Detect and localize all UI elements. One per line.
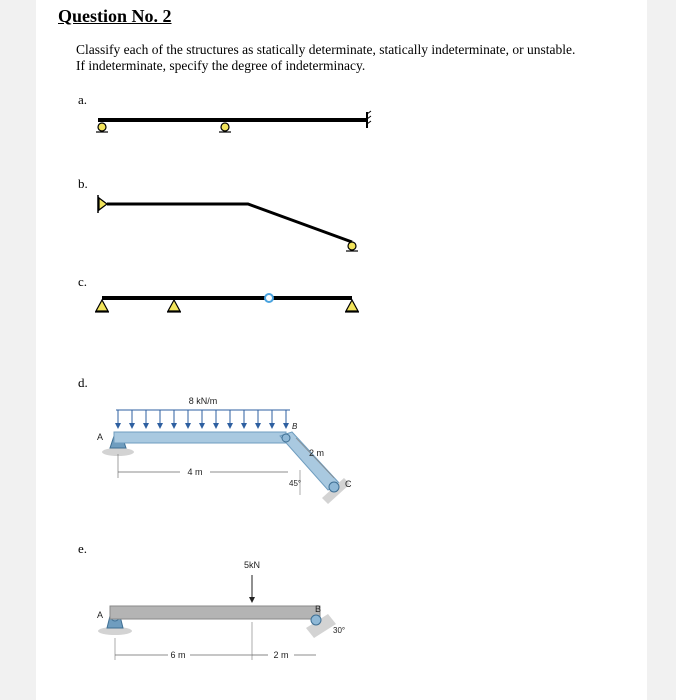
point-a-label-d: A bbox=[97, 432, 104, 442]
structure-d bbox=[97, 396, 352, 504]
point-b-label-d: B bbox=[292, 422, 298, 431]
pin-support-c-mid bbox=[167, 300, 181, 312]
part-e-label: e. bbox=[78, 541, 88, 556]
beam-b bbox=[107, 204, 352, 242]
structure-c bbox=[95, 294, 359, 312]
fixed-support-a-right bbox=[367, 111, 371, 128]
structure-e bbox=[97, 560, 345, 660]
question-title: Question No. 2 bbox=[58, 6, 172, 26]
roller-support-a-left bbox=[96, 123, 108, 132]
load-label-e: 5kN bbox=[243, 560, 261, 570]
load-label-d: 8 kN/m bbox=[188, 396, 218, 406]
distributed-load-arrows-d bbox=[118, 410, 286, 428]
span-right-label-e: 2 m bbox=[273, 650, 289, 660]
structure-b bbox=[98, 195, 358, 251]
structure-a bbox=[96, 111, 371, 132]
prompt-line-1: Classify each of the structures as statically determinate, statically indeterminate, or unstable. bbox=[76, 42, 576, 57]
pin-support-c-left bbox=[95, 300, 109, 312]
span-left-label-e: 6 m bbox=[170, 650, 186, 660]
point-a-label-e: A bbox=[97, 610, 104, 620]
part-b-label: b. bbox=[78, 176, 88, 191]
part-d-label: d. bbox=[78, 375, 88, 390]
part-a-label: a. bbox=[78, 92, 88, 107]
point-c-label-d: C bbox=[345, 479, 352, 489]
member-ab-d bbox=[114, 432, 286, 443]
pin-support-c-right bbox=[345, 300, 359, 312]
point-b-label-e: B bbox=[315, 604, 322, 614]
roller-support-a-mid bbox=[219, 123, 231, 132]
prompt-line-2: If indeterminate, specify the degree of indeterminacy. bbox=[76, 58, 366, 73]
pin-support-b-left bbox=[98, 195, 107, 213]
span-label-d: 4 m bbox=[187, 467, 203, 477]
angle-label-d: 45° bbox=[289, 479, 302, 488]
incline-length-label-d: 2 m bbox=[309, 448, 325, 458]
joint-b-d bbox=[282, 434, 290, 442]
beam-e bbox=[110, 606, 320, 619]
internal-hinge-c bbox=[265, 294, 273, 302]
roller-support-b-right bbox=[346, 242, 358, 251]
part-c-label: c. bbox=[78, 274, 88, 289]
angle-label-e: 30° bbox=[333, 626, 346, 635]
